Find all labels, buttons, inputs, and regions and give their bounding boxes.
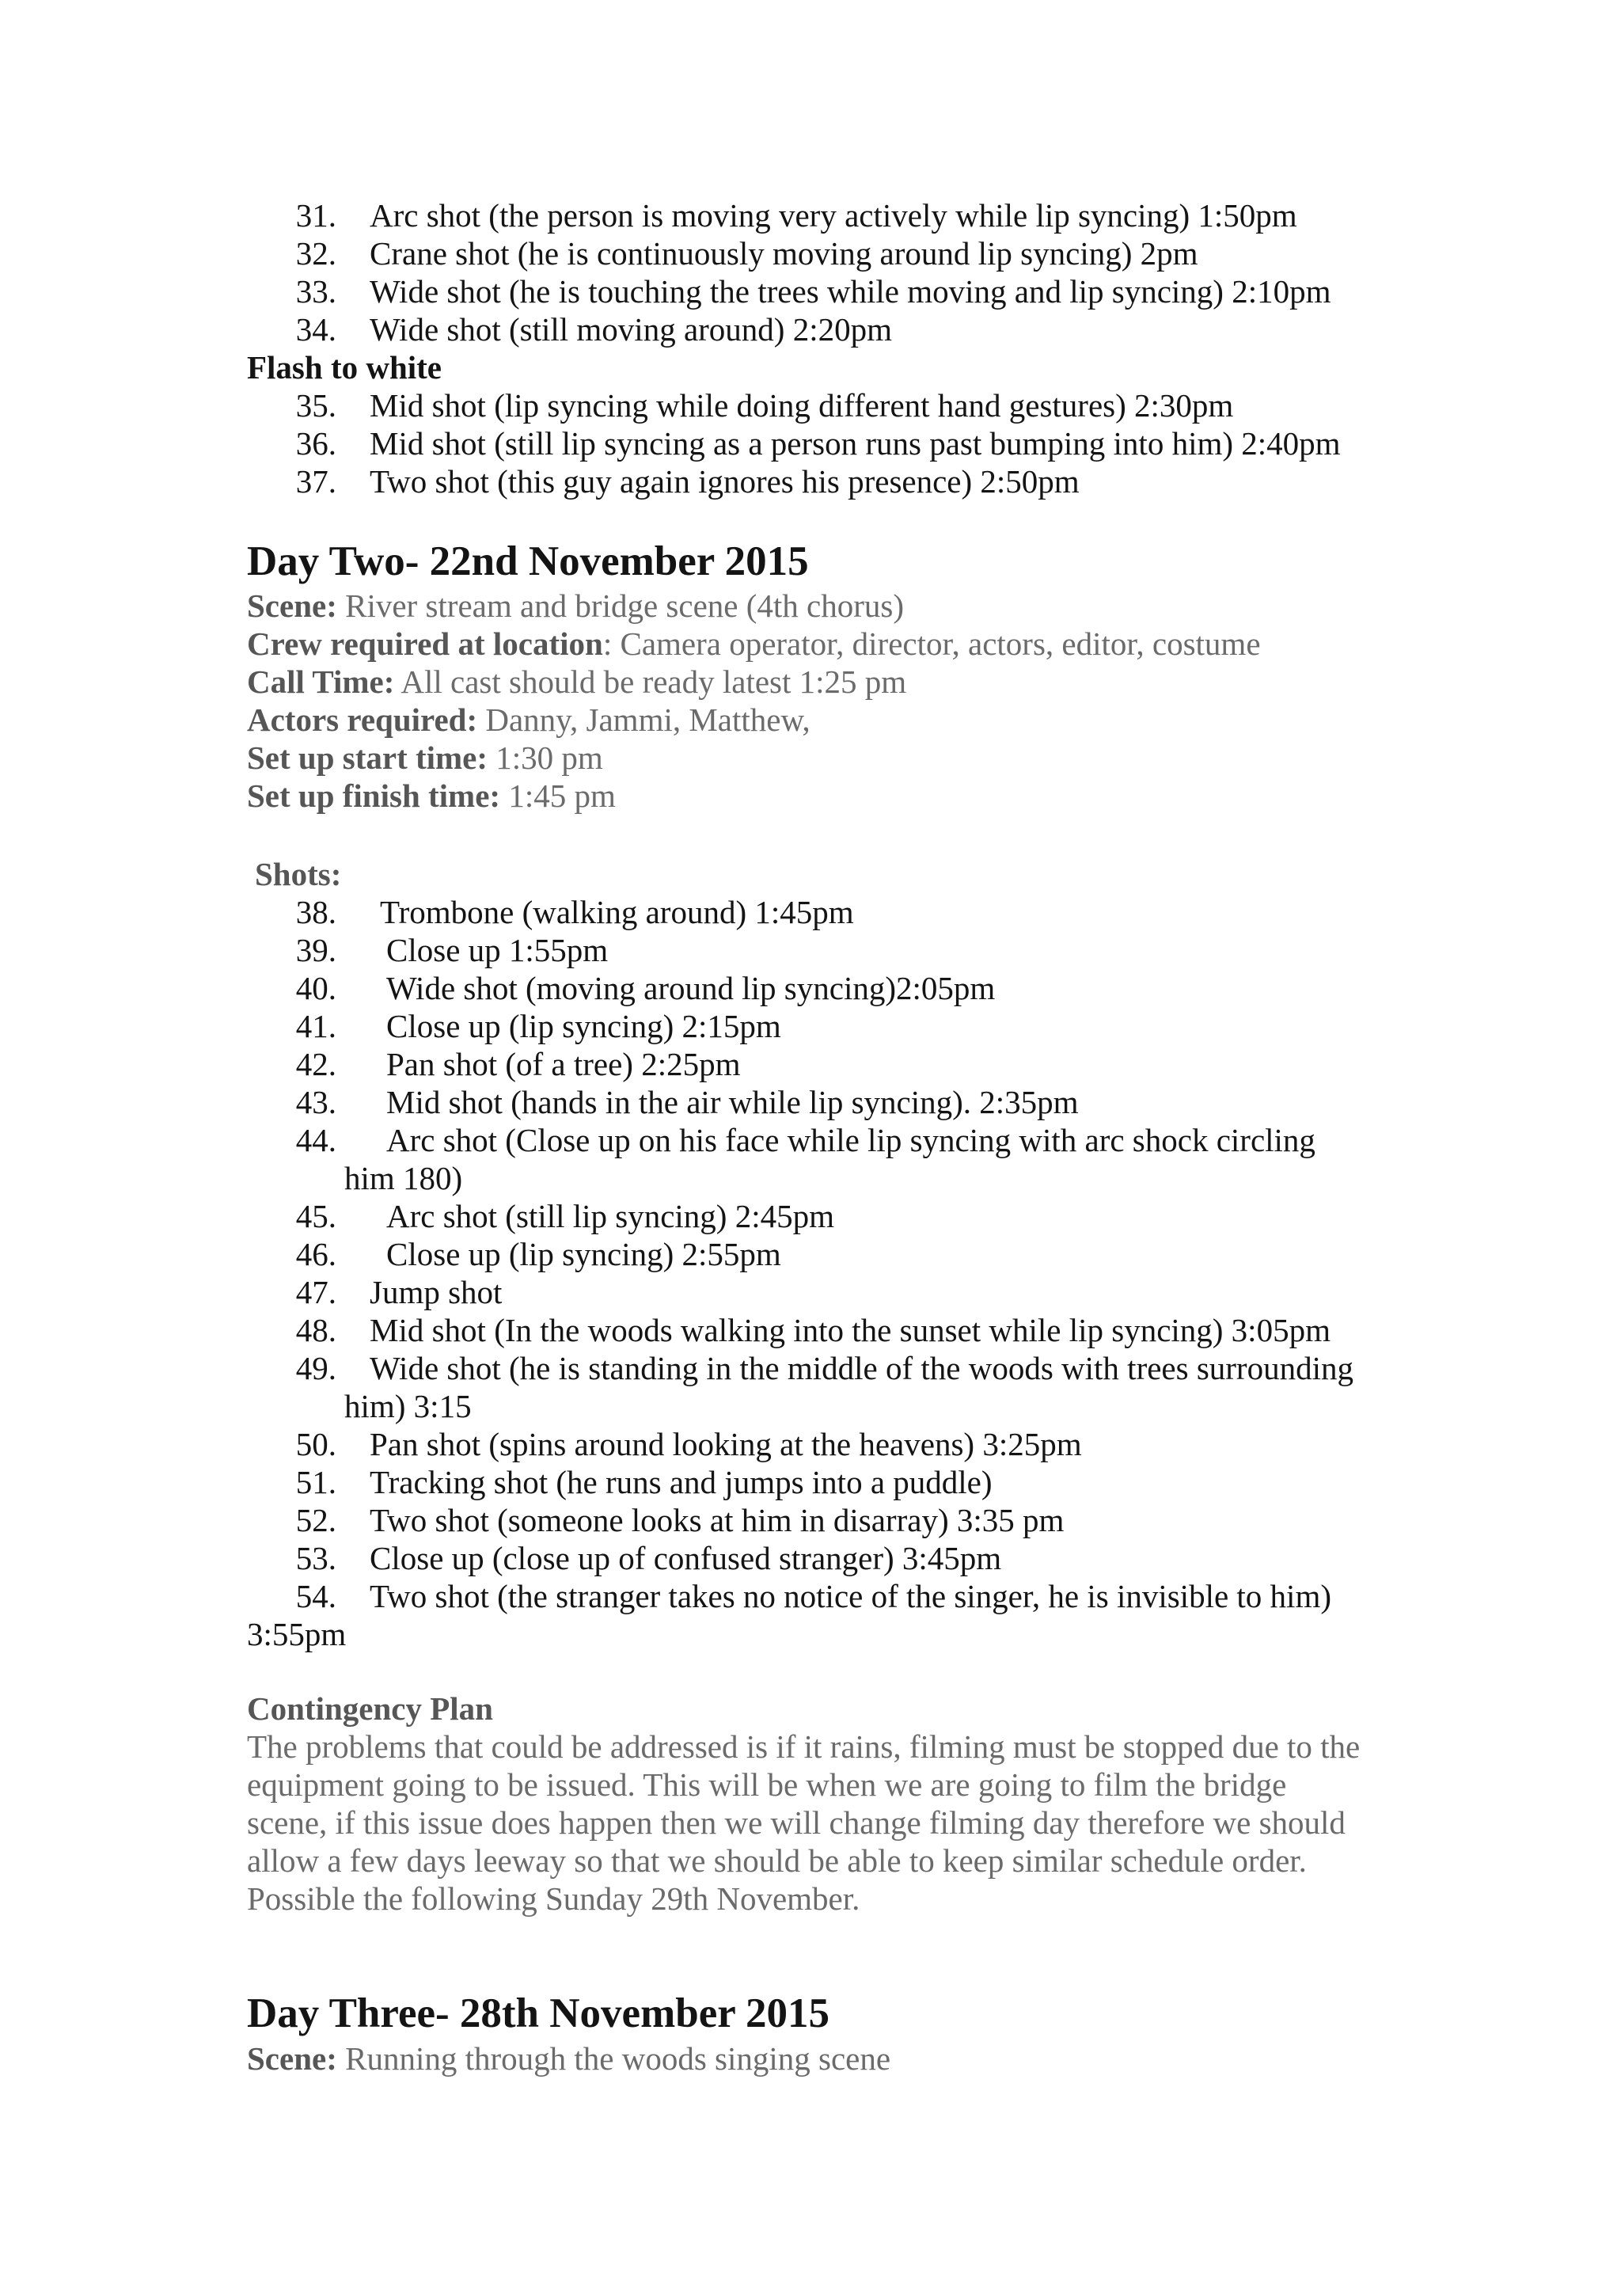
shot-text: Two shot (someone looks at him in disarray) 3:35 pm — [370, 1502, 1065, 1538]
shot-item — [0, 893, 1621, 931]
shot-text: Wide shot (he is standing in the middle of the woods with trees surrounding — [370, 1350, 1353, 1386]
shot-text: Mid shot (still lip syncing as a person runs past bumping into him) 2:40pm — [370, 425, 1341, 462]
shot-item — [0, 1539, 1621, 1577]
shot-item — [0, 272, 1621, 310]
shot-text: Arc shot (still lip syncing) 2:45pm — [386, 1198, 834, 1234]
field-value: 1:30 pm — [488, 739, 603, 776]
crew-field — [247, 625, 1621, 663]
field-value: Danny, Jammi, Matthew, — [477, 701, 810, 738]
shot-number: 37. — [295, 463, 336, 500]
shot-number: 50. — [295, 1426, 336, 1462]
field-label: Scene: — [247, 2040, 337, 2077]
transition-note: Flash to white — [247, 349, 442, 386]
shot-number: 54. — [295, 1578, 336, 1614]
contingency-text-line: The problems that could be addressed is if it rains, filming must be stopped due to the — [247, 1728, 1361, 1765]
shot-item — [0, 1083, 1621, 1121]
shot-number: 39. — [295, 932, 336, 968]
shot-text: Wide shot (he is touching the trees while moving and lip syncing) 2:10pm — [370, 273, 1331, 310]
shot-text: Close up (lip syncing) 2:15pm — [386, 1008, 781, 1044]
shot-number: 44. — [295, 1122, 336, 1158]
field-value: River stream and bridge scene (4th chorus) — [336, 587, 904, 624]
field-value: : Camera operator, director, actors, editor, costume — [602, 625, 1261, 662]
shot-item — [0, 1197, 1621, 1235]
shot-text: Arc shot (the person is moving very actively while lip syncing) 1:50pm — [370, 197, 1297, 234]
shot-item — [0, 1501, 1621, 1539]
shot-item — [0, 1425, 1621, 1463]
shot-number: 53. — [295, 1540, 336, 1576]
day-two-details — [0, 587, 1621, 815]
shot-item — [0, 1577, 1621, 1615]
contingency-text-line: Possible the following Sunday 29th November. — [247, 1880, 860, 1917]
shot-number: 45. — [295, 1198, 336, 1234]
shot-number: 31. — [295, 197, 336, 234]
shot-text: Mid shot (hands in the air while lip syncing). 2:35pm — [386, 1084, 1079, 1120]
shot-number: 43. — [295, 1084, 336, 1120]
day-two-shot-list — [0, 893, 1621, 1653]
shot-item — [0, 310, 1621, 348]
shot-continuation: him 180) — [344, 1160, 463, 1196]
shot-text: Two shot (the stranger takes no notice of the singer, he is invisible to him) — [370, 1578, 1331, 1614]
field-label: Set up finish time: — [247, 777, 501, 814]
shot-text: Jump shot — [370, 1274, 503, 1310]
actors-field — [247, 701, 1621, 739]
shot-item — [0, 1235, 1621, 1273]
shot-text: Tracking shot (he runs and jumps into a puddle) — [370, 1464, 993, 1500]
shot-number: 33. — [295, 273, 336, 310]
shot-number: 51. — [295, 1464, 336, 1500]
field-value: 1:45 pm — [500, 777, 616, 814]
day-two-heading: Day Two- 22nd November 2015 — [247, 538, 809, 584]
field-label: Actors required: — [247, 701, 478, 738]
shot-number: 48. — [295, 1312, 336, 1348]
shot-number: 38. — [295, 894, 336, 930]
field-value: Running through the woods singing scene — [336, 2040, 891, 2077]
call-time-field — [247, 663, 1621, 701]
contingency-plan — [0, 1690, 1621, 1918]
day-three-scene-field — [0, 2039, 1621, 2077]
shot-item — [0, 1311, 1621, 1349]
shot-text: Pan shot (of a tree) 2:25pm — [386, 1046, 741, 1082]
shot-text: Wide shot (moving around lip syncing)2:05pm — [386, 970, 996, 1006]
shot-item — [0, 234, 1621, 272]
contingency-text-line: equipment going to be issued. This will be when we are going to film the bridge — [247, 1766, 1287, 1803]
shot-text: Close up (lip syncing) 2:55pm — [386, 1236, 781, 1272]
shot-item — [0, 1045, 1621, 1083]
shot-item — [0, 196, 1621, 234]
shot-number: 35. — [295, 387, 336, 424]
shot-number: 49. — [295, 1350, 336, 1386]
shot-number: 42. — [295, 1046, 336, 1082]
shot-item — [0, 1007, 1621, 1045]
shot-number: 40. — [295, 970, 336, 1006]
shot-number: 34. — [295, 311, 336, 348]
shot-text: Crane shot (he is continuously moving around lip syncing) 2pm — [370, 235, 1198, 272]
shot-item — [0, 969, 1621, 1007]
shot-text: Arc shot (Close up on his face while lip syncing with arc shock circling — [386, 1122, 1315, 1158]
shot-text: Wide shot (still moving around) 2:20pm — [370, 311, 892, 348]
shot-item — [0, 1463, 1621, 1501]
shot-item — [0, 1121, 1621, 1159]
day-three-heading: Day Three- 28th November 2015 — [247, 1990, 830, 2036]
shot-number: 52. — [295, 1502, 336, 1538]
shot-text: Close up (close up of confused stranger) 3:45pm — [370, 1540, 1002, 1576]
contingency-heading: Contingency Plan — [247, 1690, 493, 1727]
shot-number: 46. — [295, 1236, 336, 1272]
shot-text: Trombone (walking around) 1:45pm — [380, 894, 854, 930]
shot-item — [0, 1349, 1621, 1387]
shot-text: Mid shot (In the woods walking into the sunset while lip syncing) 3:05pm — [370, 1312, 1331, 1348]
shot-item — [0, 1273, 1621, 1311]
field-label: Scene: — [247, 587, 337, 624]
shot-number: 32. — [295, 235, 336, 272]
shot-item — [0, 424, 1621, 462]
setup-start-field — [247, 739, 1621, 777]
scene-field — [247, 587, 1621, 625]
setup-finish-field — [247, 777, 1621, 815]
shot-number: 47. — [295, 1274, 336, 1310]
shot-text: Close up 1:55pm — [386, 932, 609, 968]
shot-text: Pan shot (spins around looking at the heavens) 3:25pm — [370, 1426, 1082, 1462]
shot-number: 36. — [295, 425, 336, 462]
field-label: Call Time: — [247, 663, 395, 700]
shot-continuation: him) 3:15 — [344, 1388, 472, 1424]
shot-text: Two shot (this guy again ignores his presence) 2:50pm — [370, 463, 1080, 500]
shot-number: 41. — [295, 1008, 336, 1044]
shot-text: Mid shot (lip syncing while doing different hand gestures) 2:30pm — [370, 387, 1234, 424]
field-label: Crew required at location — [247, 625, 603, 662]
contingency-text-line: scene, if this issue does happen then we will change filming day therefore we should — [247, 1804, 1346, 1841]
shot-item — [0, 386, 1621, 424]
contingency-text-line: allow a few days leeway so that we should be able to keep similar schedule order. — [247, 1842, 1307, 1879]
shot-item — [0, 931, 1621, 969]
shot-continuation: 3:55pm — [247, 1616, 347, 1652]
shot-list-continued — [0, 196, 1621, 500]
field-label: Set up start time: — [247, 739, 488, 776]
field-value: All cast should be ready latest 1:25 pm — [394, 663, 907, 700]
shots-label: Shots: — [255, 856, 342, 892]
shot-item — [0, 462, 1621, 500]
